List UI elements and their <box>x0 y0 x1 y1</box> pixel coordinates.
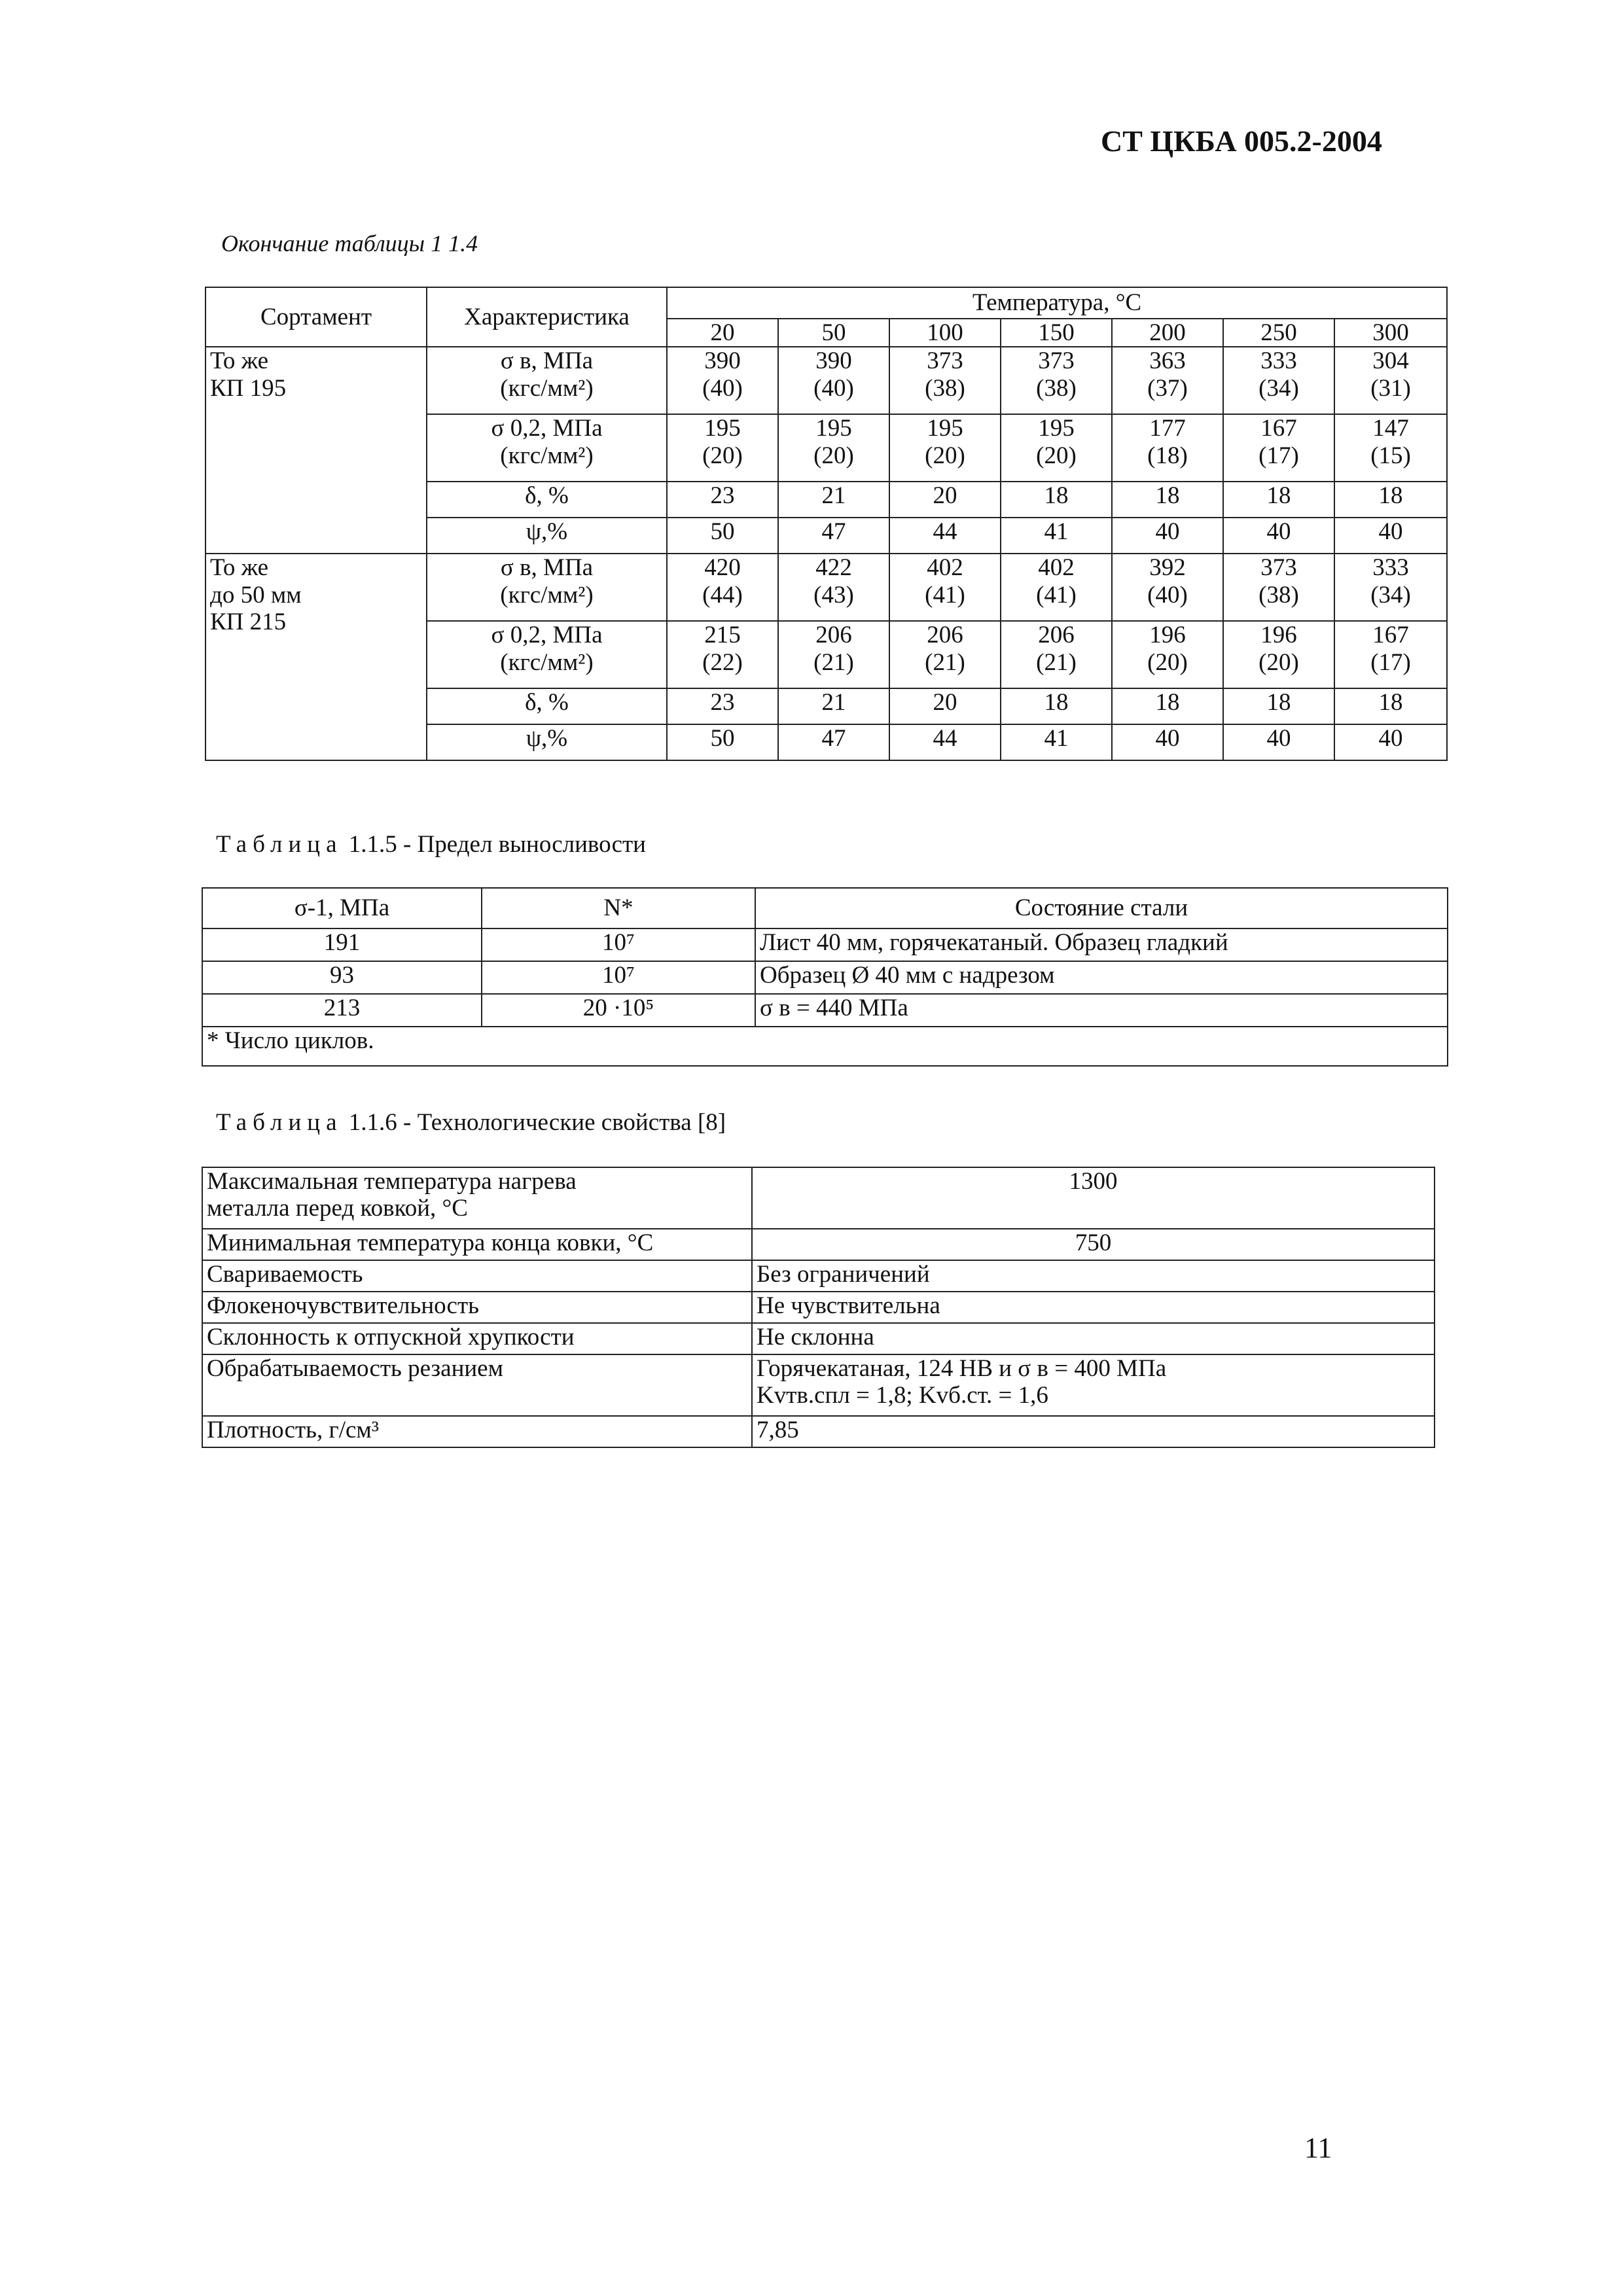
value-line: 147 <box>1372 415 1409 442</box>
table-row <box>202 1229 1435 1260</box>
value-line: 196 <box>1260 622 1297 649</box>
value-cell <box>1112 724 1223 760</box>
value-cell <box>1334 518 1447 554</box>
temperature-cell: 250 <box>1223 319 1334 347</box>
value-line: 333 <box>1260 347 1297 375</box>
value-cell <box>752 1292 1435 1323</box>
value-line: 390 <box>815 347 852 375</box>
table-1-4-caption: Окончание таблицы 1 1.4 <box>221 230 478 256</box>
header-row <box>205 287 1447 319</box>
value-cell <box>752 1323 1435 1354</box>
characteristic-line: (кгс/мм²) <box>500 648 594 676</box>
value-line: 23 <box>710 482 735 510</box>
table-row <box>202 1260 1435 1292</box>
value-line: 177 <box>1149 415 1186 442</box>
characteristic-cell <box>427 414 667 482</box>
value-cell <box>1334 347 1447 414</box>
value-line: 373 <box>1038 347 1075 375</box>
value-line: 195 <box>927 415 963 442</box>
table-label: Таблица <box>216 831 343 858</box>
value-line: (17) <box>1370 648 1411 676</box>
value-line: 21 <box>821 482 846 510</box>
value-cell <box>1334 724 1447 760</box>
value-cell <box>778 621 889 688</box>
value-line: 18 <box>1155 689 1180 716</box>
value-line: 390 <box>704 347 741 375</box>
header-row <box>202 888 1448 928</box>
value-cell <box>1001 347 1112 414</box>
value-line: 50 <box>710 725 735 752</box>
sortament-line: КП 195 <box>210 374 287 402</box>
value-cell <box>1112 347 1223 414</box>
table-label: Таблица <box>216 1109 343 1136</box>
value-line: (44) <box>702 581 743 609</box>
value-line: 206 <box>1038 622 1075 649</box>
value-cell <box>667 688 778 724</box>
table-row <box>202 961 1448 994</box>
value-cell <box>778 518 889 554</box>
value-line: 40 <box>1155 725 1180 752</box>
characteristic-cell <box>427 688 667 724</box>
sortament-line: То же <box>210 347 269 375</box>
value-cell <box>1223 724 1334 760</box>
table-cell: 213 <box>202 994 482 1027</box>
value-line: (22) <box>702 648 743 676</box>
value-line: 40 <box>1378 518 1403 546</box>
characteristic-cell <box>427 724 667 760</box>
value-line: 41 <box>1044 725 1069 752</box>
value-cell <box>1223 414 1334 482</box>
value-line: 373 <box>927 347 963 375</box>
temperature-cell: 20 <box>667 319 778 347</box>
table-row <box>202 1167 1435 1229</box>
value-cell <box>889 347 1001 414</box>
value-line: 195 <box>1038 415 1075 442</box>
value-line: (37) <box>1147 374 1188 402</box>
table-row <box>205 554 1447 621</box>
value-line: (21) <box>925 648 965 676</box>
property-cell <box>202 1260 752 1292</box>
characteristic-line: ψ,% <box>526 725 568 752</box>
value-cell <box>1112 554 1223 621</box>
table-cell: 191 <box>202 928 482 961</box>
value-line: 18 <box>1044 482 1069 510</box>
value-cell <box>752 1167 1435 1229</box>
value-line: (20) <box>702 442 743 469</box>
value-cell <box>752 1416 1435 1447</box>
value-line: 1300 <box>1069 1168 1118 1195</box>
characteristic-cell <box>427 554 667 621</box>
value-cell <box>778 554 889 621</box>
value-line: (20) <box>925 442 965 469</box>
table-row <box>202 1292 1435 1323</box>
value-line: 206 <box>815 622 852 649</box>
value-line: 20 <box>933 482 957 510</box>
value-line: (34) <box>1258 374 1299 402</box>
value-line: 21 <box>821 689 846 716</box>
table-cell: 10⁷ <box>482 928 755 961</box>
value-line: 23 <box>710 689 735 716</box>
characteristic-line: (кгс/мм²) <box>500 442 594 469</box>
sortament-line: КП 215 <box>210 609 287 636</box>
value-line: 20 <box>933 689 957 716</box>
value-line: 18 <box>1266 482 1291 510</box>
value-cell <box>1334 688 1447 724</box>
characteristic-cell <box>427 347 667 414</box>
value-line: 167 <box>1372 622 1409 649</box>
value-cell <box>1112 518 1223 554</box>
value-line: (40) <box>1147 581 1188 609</box>
sortament-cell <box>205 347 427 554</box>
header-temperature: Температура, °C <box>667 287 1447 319</box>
value-line: 402 <box>927 554 963 582</box>
value-cell <box>889 724 1001 760</box>
value-line: Kvтв.спл = 1,8; Kvб.ст. = 1,6 <box>757 1382 1048 1409</box>
table-row <box>202 1354 1435 1416</box>
endurance-limit-table <box>202 887 1448 1067</box>
property-cell <box>202 1167 752 1229</box>
value-line: (20) <box>1147 648 1188 676</box>
value-cell <box>1223 554 1334 621</box>
value-cell <box>1001 518 1112 554</box>
value-line: (40) <box>813 374 854 402</box>
property-line: Минимальная температура конца ковки, °C <box>207 1229 654 1256</box>
value-line: (21) <box>1036 648 1077 676</box>
value-cell <box>1223 482 1334 518</box>
value-line: 420 <box>704 554 741 582</box>
value-line: 195 <box>704 415 741 442</box>
table-title: 1.1.6 - Технологические свойства [8] <box>342 1109 726 1136</box>
characteristic-cell <box>427 518 667 554</box>
value-line: 167 <box>1260 415 1297 442</box>
temperature-cell: 150 <box>1001 319 1112 347</box>
value-line: 18 <box>1155 482 1180 510</box>
value-cell <box>1334 621 1447 688</box>
table-1-1-6-caption <box>216 1109 726 1136</box>
value-line: 333 <box>1372 554 1409 582</box>
characteristic-cell <box>427 621 667 688</box>
value-cell <box>1223 621 1334 688</box>
property-line: металла перед ковкой, °C <box>207 1195 468 1222</box>
property-line: Максимальная температура нагрева <box>207 1168 577 1195</box>
table-cell: Лист 40 мм, горячекатаный. Образец гладкий <box>755 928 1448 961</box>
value-cell <box>778 482 889 518</box>
value-cell <box>1001 688 1112 724</box>
value-cell <box>667 518 778 554</box>
footnote: * Число циклов. <box>202 1027 1448 1066</box>
value-line: (20) <box>1258 648 1299 676</box>
temperature-cell: 50 <box>778 319 889 347</box>
value-cell <box>1223 347 1334 414</box>
value-cell <box>1001 554 1112 621</box>
temperature-cell: 200 <box>1112 319 1223 347</box>
document-code: СТ ЦКБА 005.2-2004 <box>1101 124 1382 158</box>
value-line: 215 <box>704 622 741 649</box>
value-cell <box>1334 414 1447 482</box>
value-line: 402 <box>1038 554 1075 582</box>
value-line: 206 <box>927 622 963 649</box>
value-line: 40 <box>1378 725 1403 752</box>
value-cell <box>778 414 889 482</box>
characteristic-cell <box>427 482 667 518</box>
value-line: (31) <box>1370 374 1411 402</box>
value-line: 196 <box>1149 622 1186 649</box>
table-row <box>202 1416 1435 1447</box>
value-cell <box>1001 724 1112 760</box>
property-line: Склонность к отпускной хрупкости <box>207 1324 575 1351</box>
value-line: 40 <box>1266 518 1291 546</box>
value-cell <box>889 518 1001 554</box>
table-cell: σ в = 440 МПа <box>755 994 1448 1027</box>
value-line: (40) <box>702 374 743 402</box>
property-line: Плотность, г/см³ <box>207 1417 379 1443</box>
property-line: Свариваемость <box>207 1261 363 1288</box>
value-line: (18) <box>1147 442 1188 469</box>
property-line: Флокеночувствительность <box>207 1292 480 1319</box>
table-cell: Образец Ø 40 мм с надрезом <box>755 961 1448 994</box>
value-line: 373 <box>1260 554 1297 582</box>
property-cell <box>202 1416 752 1447</box>
table-row <box>202 994 1448 1027</box>
value-line: 18 <box>1378 689 1403 716</box>
value-line: Не склонна <box>757 1324 874 1351</box>
value-cell <box>889 621 1001 688</box>
value-cell <box>1112 414 1223 482</box>
header-characteristic: Характеристика <box>427 287 667 347</box>
value-line: 18 <box>1044 689 1069 716</box>
mechanical-properties-table <box>205 287 1448 761</box>
value-line: 44 <box>933 725 957 752</box>
value-cell <box>1001 414 1112 482</box>
value-line: 47 <box>821 725 846 752</box>
sortament-line: до 50 мм <box>210 581 302 609</box>
table-1-1-5-caption <box>216 831 646 858</box>
value-line: 7,85 <box>757 1417 799 1443</box>
property-cell <box>202 1354 752 1416</box>
value-line: 392 <box>1149 554 1186 582</box>
value-cell <box>778 724 889 760</box>
value-cell <box>752 1260 1435 1292</box>
temperature-cell: 100 <box>889 319 1001 347</box>
value-line: (38) <box>1036 374 1077 402</box>
value-line: (38) <box>925 374 965 402</box>
value-cell <box>667 724 778 760</box>
value-cell <box>1334 554 1447 621</box>
value-line: 363 <box>1149 347 1186 375</box>
property-cell <box>202 1229 752 1260</box>
value-line: 50 <box>710 518 735 546</box>
value-cell <box>667 482 778 518</box>
value-line: (43) <box>813 581 854 609</box>
value-line: 47 <box>821 518 846 546</box>
temperature-cell: 300 <box>1334 319 1447 347</box>
footnote-row <box>202 1027 1448 1066</box>
header-cell: σ-1, МПа <box>202 888 482 928</box>
value-line: Горячекатаная, 124 НВ и σ в = 400 МПа <box>757 1355 1167 1382</box>
value-line: (21) <box>813 648 854 676</box>
value-line: (17) <box>1258 442 1299 469</box>
table-cell: 10⁷ <box>482 961 755 994</box>
sortament-line: То же <box>210 554 269 582</box>
value-cell <box>1112 688 1223 724</box>
value-cell <box>667 414 778 482</box>
property-line: Обрабатываемость резанием <box>207 1355 504 1382</box>
value-line: 750 <box>1075 1229 1112 1256</box>
value-line: 304 <box>1372 347 1409 375</box>
value-cell <box>889 482 1001 518</box>
characteristic-line: (кгс/мм²) <box>500 581 594 609</box>
value-line: 40 <box>1266 725 1291 752</box>
value-line: (41) <box>1036 581 1077 609</box>
value-cell <box>752 1229 1435 1260</box>
value-cell <box>1001 621 1112 688</box>
characteristic-line: σ в, МПа <box>500 554 594 582</box>
value-cell <box>1001 482 1112 518</box>
characteristic-line: ψ,% <box>526 518 568 546</box>
value-line: 422 <box>815 554 852 582</box>
page-number: 11 <box>1304 2132 1332 2164</box>
value-cell <box>1223 518 1334 554</box>
value-cell <box>1112 482 1223 518</box>
technological-properties-table <box>202 1167 1435 1448</box>
value-line: 18 <box>1378 482 1403 510</box>
characteristic-line: (кгс/мм²) <box>500 374 594 402</box>
value-cell <box>752 1354 1435 1416</box>
table-row <box>205 347 1447 414</box>
characteristic-line: δ, % <box>525 482 569 510</box>
value-cell <box>778 688 889 724</box>
value-line: (38) <box>1258 581 1299 609</box>
value-line: (20) <box>813 442 854 469</box>
value-cell <box>1112 621 1223 688</box>
value-line: (41) <box>925 581 965 609</box>
table-row <box>202 1323 1435 1354</box>
table-cell: 93 <box>202 961 482 994</box>
property-cell <box>202 1292 752 1323</box>
value-cell <box>1334 482 1447 518</box>
characteristic-line: σ в, МПа <box>500 347 594 375</box>
table-row <box>202 928 1448 961</box>
header-cell: N* <box>482 888 755 928</box>
value-line: 195 <box>815 415 852 442</box>
value-line: (34) <box>1370 581 1411 609</box>
value-line: 18 <box>1266 689 1291 716</box>
value-line: Не чувствительна <box>757 1292 940 1319</box>
value-cell <box>778 347 889 414</box>
value-cell <box>889 688 1001 724</box>
value-cell <box>667 621 778 688</box>
value-cell <box>667 347 778 414</box>
characteristic-line: σ 0,2, МПа <box>491 415 603 442</box>
table-title: 1.1.5 - Предел выносливости <box>342 831 646 858</box>
value-cell <box>1223 688 1334 724</box>
value-line: (20) <box>1036 442 1077 469</box>
value-line: (15) <box>1370 442 1411 469</box>
characteristic-line: δ, % <box>525 689 569 716</box>
header-cell: Состояние стали <box>755 888 1448 928</box>
value-line: 41 <box>1044 518 1069 546</box>
table-cell: 20 ·10⁵ <box>482 994 755 1027</box>
value-line: Без ограничений <box>757 1261 930 1288</box>
sortament-cell <box>205 554 427 760</box>
value-line: 40 <box>1155 518 1180 546</box>
value-cell <box>889 414 1001 482</box>
value-cell <box>667 554 778 621</box>
characteristic-line: σ 0,2, МПа <box>491 622 603 649</box>
property-cell <box>202 1323 752 1354</box>
header-sortament: Сортамент <box>205 287 427 347</box>
value-line: 44 <box>933 518 957 546</box>
value-cell <box>889 554 1001 621</box>
